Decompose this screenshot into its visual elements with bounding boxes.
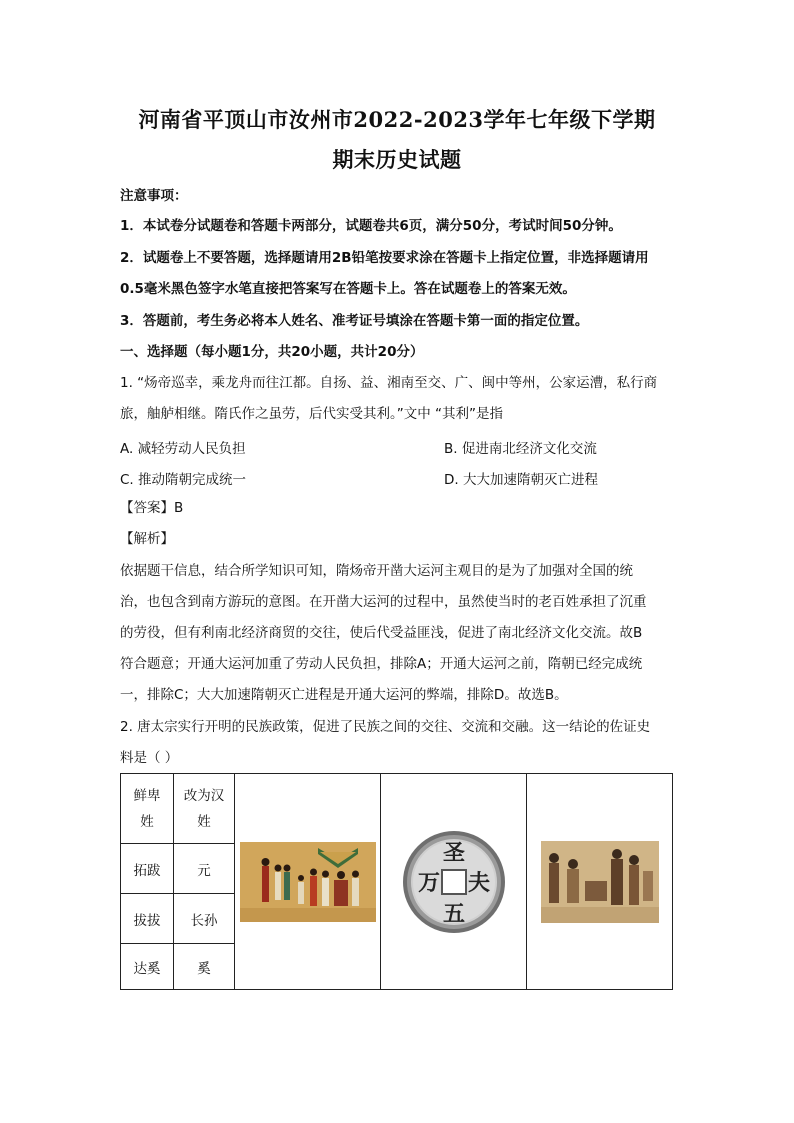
- section-heading: 一、选择题（每小题1分，共20小题，共计20分）: [120, 344, 424, 360]
- tang-court-painting-image: [240, 842, 376, 922]
- xianbei-surname-cell: 拔拔: [121, 894, 174, 944]
- q1-analysis-line3: 的劳役，但有利南北经济商贸的交往，使后代受益匪浅，促进了南北经济文化交流。故B: [120, 625, 643, 641]
- document-title-line2: 期末历史试题: [332, 147, 462, 172]
- q2-stem-line1: 2. 唐太宗实行开明的民族政策，促进了民族之间的交往、交流和交融。这一结论的佐证史: [120, 719, 651, 735]
- table-header-xianbei: [121, 774, 174, 844]
- header-han-line2: 姓: [197, 813, 211, 830]
- document-title-line1: 河南省平顶山市汝州市2022-2023学年七年级下学期: [138, 107, 656, 132]
- notice-item-2-line1: 2．试题卷上不要答题，选择题请用2B铅笔按要求涂在答题卡上指定位置，非选择题请用: [120, 250, 649, 266]
- header-xianbei-line2: 姓: [140, 813, 154, 830]
- q2-stem-line2: 料是（ ）: [120, 750, 179, 766]
- q1-analysis-line2: 治，也包含到南方游玩的意图。在开凿大运河的过程中，虽然使当时的老百姓承担了沉重: [120, 594, 647, 610]
- q1-answer: 【答案】B: [120, 500, 184, 516]
- notice-item-1: 1．本试卷分试题卷和答题卡两部分，试题卷共6页，满分50分，考试时间50分钟。: [120, 218, 622, 234]
- q1-analysis-line5: 一，排除C；大大加速隋朝灭亡进程是开通大运河的弊端，排除D。故选B。: [120, 687, 568, 703]
- xianbei-surname-cell: 达奚: [121, 944, 174, 990]
- notice-item-3: 3．答题前，考生务必将本人姓名、准考证号填涂在答题卡第一面的指定位置。: [120, 313, 589, 329]
- han-surname-cell: 元: [174, 844, 235, 894]
- xianbei-surname-cell: 拓跋: [121, 844, 174, 894]
- coin-cell: [381, 774, 527, 990]
- q1-option-d: D. 大大加速隋朝灭亡进程: [444, 472, 598, 488]
- coin-char-left: 万: [417, 869, 440, 896]
- painting-cell: [235, 774, 381, 990]
- q1-analysis-line4: 符合题意；开通大运河加重了劳动人民负担，排除A；开通大运河之前，隋朝已经完成统: [120, 656, 643, 672]
- coin-char-right: 夫: [467, 869, 490, 896]
- tang-mural-image: [541, 841, 659, 923]
- han-surname-cell: 奚: [174, 944, 235, 990]
- coin-char-bottom: 五: [442, 900, 465, 927]
- kaiyuan-coin-image: [399, 827, 509, 937]
- q1-stem-line2: 旅，舳舻相继。隋氏作之虽劳，后代实受其利。”文中 “其利”是指: [120, 406, 504, 422]
- mural-cell: [527, 774, 673, 990]
- notice-item-2-line2: 0.5毫米黑色签字水笔直接把答案写在答题卡上。答在试题卷上的答案无效。: [120, 281, 576, 297]
- header-xianbei-line1: 鲜卑: [133, 787, 161, 804]
- q2-options-table: [120, 773, 673, 990]
- q1-option-a: A. 减轻劳动人民负担: [120, 441, 246, 457]
- han-surname-cell: 长孙: [174, 894, 235, 944]
- table-header-han: [174, 774, 235, 844]
- q1-stem-line1: 1. “炀帝巡幸，乘龙舟而往江都。自扬、益、湘南至交、广、闽中等州，公家运漕，私行商: [120, 375, 658, 391]
- q1-option-c: C. 推动隋朝完成统一: [120, 472, 247, 488]
- q1-analysis-line1: 依据题干信息，结合所学知识可知，隋炀帝开凿大运河主观目的是为了加强对全国的统: [120, 563, 633, 579]
- q1-option-b: B. 促进南北经济文化交流: [444, 441, 597, 457]
- notice-heading: 注意事项：: [120, 188, 188, 204]
- header-han-line1: 改为汉: [183, 787, 225, 804]
- q1-analysis-label: 【解析】: [120, 531, 174, 547]
- coin-char-top: 圣: [442, 839, 465, 866]
